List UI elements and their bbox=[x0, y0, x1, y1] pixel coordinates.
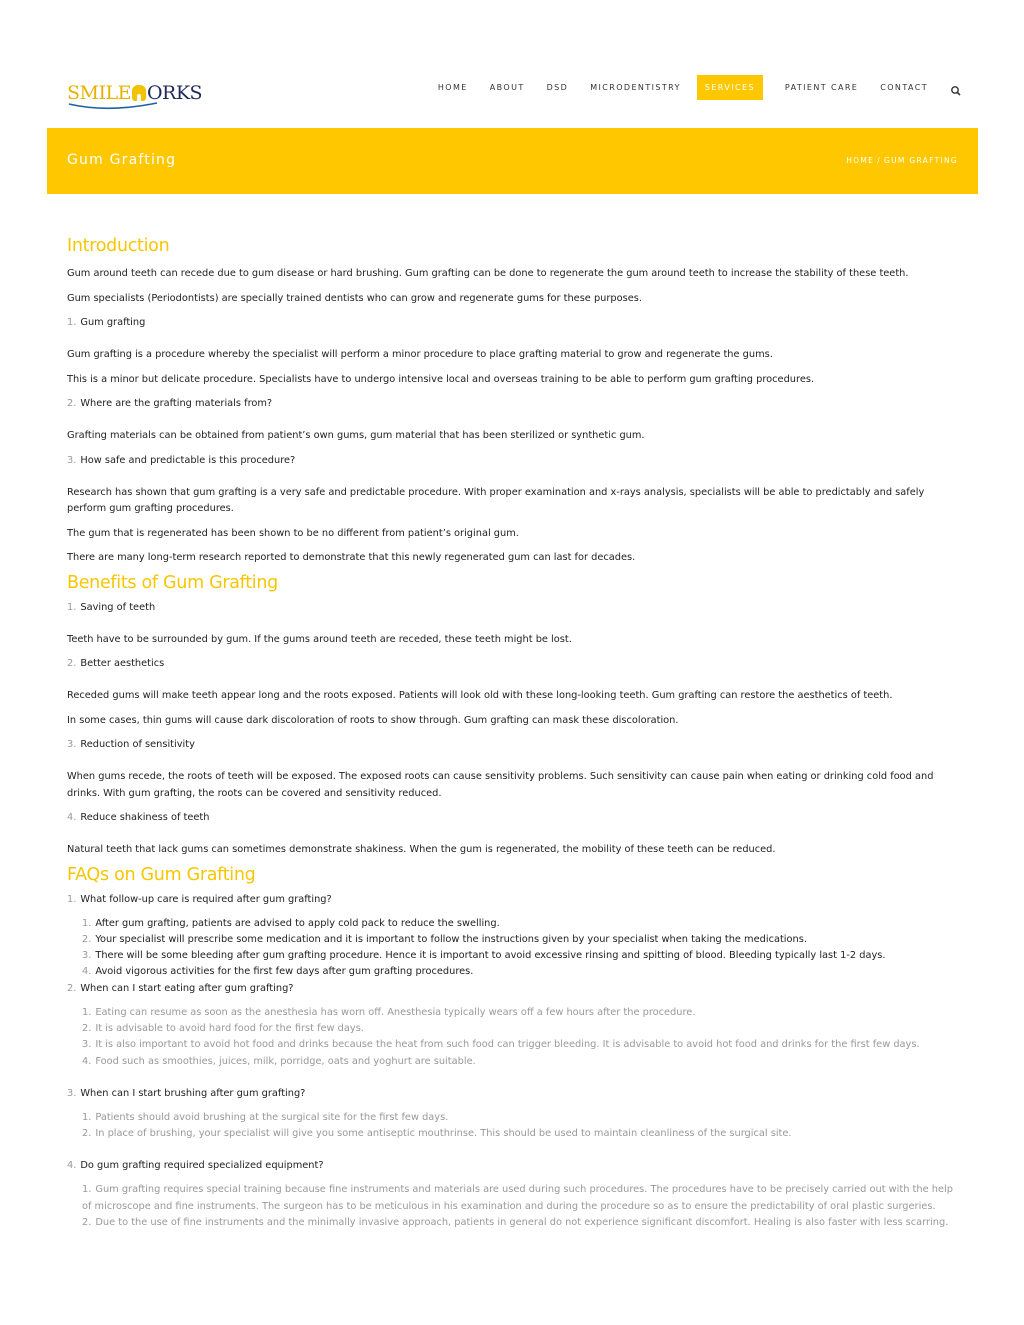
paragraph: This is a minor but delicate procedure. Specialists have to undergo intensive local and overseas training to be able to perform gum grafting procedures. bbox=[67, 373, 815, 385]
list-number: 3. bbox=[82, 950, 92, 962]
list-item bbox=[82, 1005, 957, 1021]
section-heading-introduction: Introduction bbox=[67, 236, 170, 256]
list-item bbox=[82, 1037, 957, 1053]
faq-question bbox=[67, 1086, 957, 1102]
nav-services[interactable]: SERVICES bbox=[697, 75, 763, 100]
list-item-text: Your specialist will prescribe some medication and it is important to follow the instructions given by your specialist when taking the medications. bbox=[95, 933, 807, 945]
page-title-banner bbox=[47, 128, 978, 194]
list-item-text: It is advisable to avoid hard food for the first few days. bbox=[95, 1022, 364, 1034]
breadcrumb-home[interactable]: HOME bbox=[846, 156, 875, 165]
list-item-label: Gum grafting bbox=[80, 317, 146, 328]
list-item bbox=[82, 1021, 957, 1037]
faq-question-label: Do gum grafting required specialized equipment? bbox=[80, 1160, 324, 1172]
main-content bbox=[67, 234, 957, 1231]
list-item-text: It is also important to avoid hot food and drinks because the heat from such food can trigger bleeding. It is advisable to avoid hot food and drinks for the first few days. bbox=[95, 1039, 920, 1051]
faq-answer-list bbox=[67, 1110, 957, 1143]
list-item bbox=[67, 810, 957, 826]
list-number: 2. bbox=[67, 982, 77, 994]
search-icon[interactable] bbox=[950, 82, 962, 94]
list-item-text: After gum grafting, patients are advised to apply cold pack to reduce the swelling. bbox=[95, 917, 500, 929]
list-item bbox=[82, 1182, 957, 1215]
list-number: 1. bbox=[82, 1006, 92, 1018]
list-item bbox=[82, 1126, 957, 1142]
list-item bbox=[67, 656, 957, 672]
site-header bbox=[0, 0, 1024, 128]
paragraph: The gum that is regenerated has been shown to be no different from patient’s original gum. bbox=[67, 527, 519, 539]
list-number: 4. bbox=[67, 812, 77, 823]
nav-patient-care[interactable]: PATIENT CARE bbox=[784, 83, 859, 92]
list-item-label: How safe and predictable is this procedure? bbox=[80, 454, 296, 466]
list-item-label: Where are the grafting materials from? bbox=[80, 398, 273, 409]
faq-answer-list bbox=[67, 916, 957, 981]
section-heading-benefits: Benefits of Gum Grafting bbox=[67, 572, 278, 593]
list-number: 2. bbox=[82, 933, 92, 945]
list-number: 1. bbox=[67, 893, 77, 905]
list-number: 2. bbox=[67, 658, 77, 669]
breadcrumb bbox=[846, 156, 958, 165]
list-number: 4. bbox=[82, 966, 92, 978]
list-number: 3. bbox=[67, 739, 77, 750]
list-item bbox=[82, 1054, 957, 1070]
list-number: 4. bbox=[67, 1160, 77, 1172]
paragraph: Gum around teeth can recede due to gum disease or hard brushing. Gum grafting can be done to regenerate the gum around teeth to increase the stability of these teeth. bbox=[67, 268, 909, 279]
list-number: 1. bbox=[82, 917, 92, 929]
paragraph: Gum grafting is a procedure whereby the specialist will perform a minor procedure to place grafting material to grow and regenerate the gums. bbox=[67, 349, 773, 360]
breadcrumb-separator: / bbox=[877, 156, 881, 165]
list-item-text: Avoid vigorous activities for the first few days after gum grafting procedures. bbox=[95, 966, 474, 978]
list-item-text: There will be some bleeding after gum grafting procedure. Hence it is important to avoid excessive rinsing and spitting of blood. Bleeding typically last 1-2 days. bbox=[95, 950, 886, 962]
list-item-text: Patients should avoid brushing at the surgical site for the first few days. bbox=[95, 1111, 449, 1123]
faq-answer-list bbox=[67, 1005, 957, 1070]
logo-text-smile: SMILE bbox=[67, 82, 131, 104]
list-item-text: Gum grafting requires special training because fine instruments and materials are used during such procedures. The procedures have to be precisely carried out with the help of microscope and fine instruments. The surgeon has to be meticulous in his examination and during the procedure so as to ensure the predictability of oral plastic surgeries. bbox=[82, 1184, 953, 1212]
tooth-logo-icon bbox=[132, 85, 146, 101]
list-item bbox=[67, 600, 957, 616]
paragraph: Natural teeth that lack gums can sometimes demonstrate shakiness. When the gum is regenerated, the mobility of these teeth can be reduced. bbox=[67, 844, 776, 855]
paragraph: Teeth have to be surrounded by gum. If the gums around teeth are receded, these teeth might be lost. bbox=[67, 633, 572, 645]
list-number: 3. bbox=[67, 1087, 77, 1099]
paragraph: Gum specialists (Periodontists) are specially trained dentists who can grow and regenerate gums for these purposes. bbox=[67, 292, 642, 304]
list-number: 4. bbox=[82, 1055, 92, 1067]
paragraph: In some cases, thin gums will cause dark discoloration of roots to show through. Gum grafting can mask these discoloration. bbox=[67, 714, 679, 726]
faq-question-label: When can I start brushing after gum grafting? bbox=[80, 1087, 306, 1099]
list-number: 2. bbox=[67, 398, 77, 409]
nav-microdentistry[interactable]: MICRODENTISTRY bbox=[590, 83, 681, 92]
list-item bbox=[82, 1110, 957, 1126]
list-item-text: Due to the use of fine instruments and the minimally invasive approach, patients in general do not experience significant discomfort. Healing is also faster with less scarring. bbox=[95, 1217, 949, 1229]
faq-question-label: What follow-up care is required after gum grafting? bbox=[80, 893, 332, 905]
list-item-label: Saving of teeth bbox=[80, 601, 156, 613]
list-number: 3. bbox=[67, 454, 77, 466]
page-title: Gum Grafting bbox=[67, 152, 177, 168]
list-item bbox=[67, 737, 957, 753]
list-item-label: Reduction of sensitivity bbox=[80, 739, 195, 750]
logo-swoosh-icon bbox=[67, 101, 159, 111]
list-number: 1. bbox=[82, 1184, 92, 1196]
faq-question bbox=[67, 1158, 957, 1174]
logo-text-works: ORKS bbox=[146, 82, 203, 104]
faq-question-label: When can I start eating after gum grafting? bbox=[80, 982, 294, 994]
paragraph: Grafting materials can be obtained from patient’s own gums, gum material that has been sterilized or synthetic gum. bbox=[67, 430, 645, 441]
list-item-text: In place of brushing, your specialist will give you some antiseptic mouthrinse. This should be used to maintain cleanliness of the surgical site. bbox=[95, 1128, 792, 1140]
list-number: 1. bbox=[82, 1111, 92, 1123]
list-number: 2. bbox=[82, 1022, 92, 1034]
faq-answer-list bbox=[67, 1182, 957, 1231]
list-item bbox=[82, 964, 957, 980]
list-item bbox=[82, 948, 957, 964]
faq-question bbox=[67, 892, 957, 908]
list-number: 2. bbox=[82, 1128, 92, 1140]
nav-home[interactable]: HOME bbox=[437, 83, 468, 92]
nav-dsd[interactable]: DSD bbox=[546, 83, 569, 92]
list-number: 1. bbox=[67, 601, 77, 613]
list-item-label: Reduce shakiness of teeth bbox=[80, 812, 210, 823]
breadcrumb-current: GUM GRAFTING bbox=[883, 156, 958, 165]
nav-contact[interactable]: CONTACT bbox=[880, 83, 928, 92]
list-number: 1. bbox=[67, 317, 77, 328]
paragraph: There are many long-term research reported to demonstrate that this newly regenerated gum can last for decades. bbox=[67, 552, 636, 563]
list-item bbox=[82, 916, 957, 932]
section-heading-faqs: FAQs on Gum Grafting bbox=[67, 864, 256, 885]
main-nav bbox=[416, 75, 962, 100]
list-item bbox=[67, 315, 957, 331]
list-item bbox=[82, 1215, 957, 1231]
list-item-text: Eating can resume as soon as the anesthesia has worn off. Anesthesia typically wears off a few hours after the procedure. bbox=[95, 1006, 696, 1018]
paragraph: Research has shown that gum grafting is a very safe and predictable procedure. With proper examination and x-rays analysis, specialists will be able to predictably and safely perform gum grafting procedures. bbox=[67, 486, 925, 514]
list-item-text: Food such as smoothies, juices, milk, porridge, oats and yoghurt are suitable. bbox=[95, 1055, 476, 1067]
smileworks-logo[interactable] bbox=[67, 76, 203, 112]
nav-about[interactable]: ABOUT bbox=[489, 83, 525, 92]
faq-question bbox=[67, 981, 957, 997]
list-item bbox=[67, 396, 957, 412]
paragraph: When gums recede, the roots of teeth will be exposed. The exposed roots can cause sensitivity problems. Such sensitivity can cause pain when eating or drinking cold food and drinks. With gum grafting, the roots can be covered and sensitivity reduced. bbox=[67, 771, 934, 799]
list-number: 2. bbox=[82, 1217, 92, 1229]
list-item bbox=[67, 453, 957, 469]
paragraph: Receded gums will make teeth appear long and the roots exposed. Patients will look old with these long-looking teeth. Gum grafting can restore the aesthetics of teeth. bbox=[67, 690, 893, 701]
list-number: 3. bbox=[82, 1039, 92, 1051]
list-item-label: Better aesthetics bbox=[80, 658, 165, 669]
list-item bbox=[82, 932, 957, 948]
